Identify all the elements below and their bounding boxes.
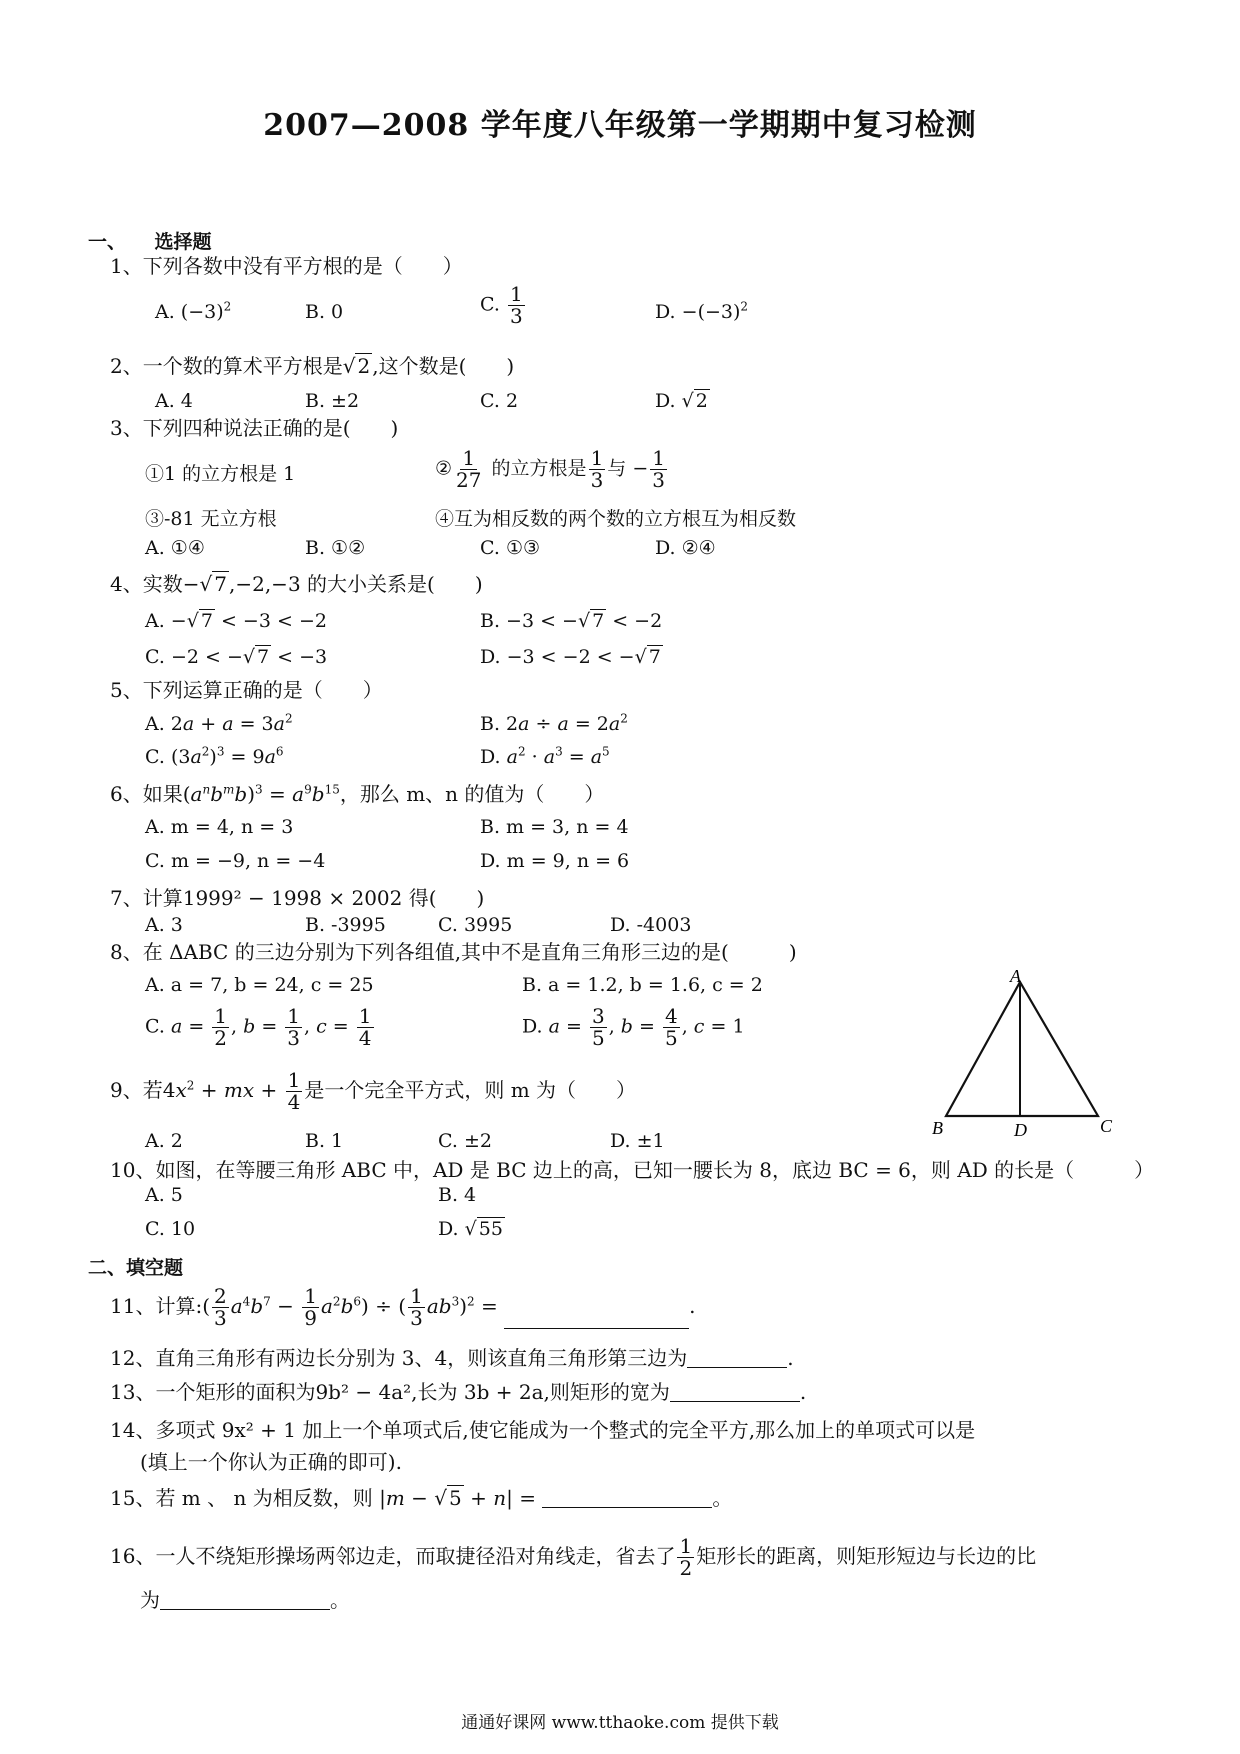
q2-option-a: A. 4 [155, 390, 193, 412]
question-4: 4、实数−√ 7 ,−2,−3 的大小关系是( ) [110, 572, 483, 596]
question-5: 5、下列运算正确的是（ ） [110, 678, 383, 702]
q10-option-b: B. 4 [438, 1184, 477, 1206]
q3-statement-4: ④互为相反数的两个数的立方根互为相反数 [435, 508, 797, 530]
q3-option-c: C. ①③ [480, 537, 541, 559]
q3-statement-3: ③-81 无立方根 [145, 508, 277, 530]
q8-option-d: D. a = $\frac{3}{5}$ , b = $\frac{4}{5}$ , c = 1 [522, 1004, 745, 1050]
q5-option-a: A. $2a + a = 3a^2$ [145, 711, 293, 735]
q6-option-d: D. m = 9, n = 6 [480, 850, 630, 872]
q3-option-a: A. ①④ [145, 537, 205, 559]
question-10: 10、如图，在等腰三角形 ABC 中，AD 是 BC 边上的高，已知一腰长为 8，底边 BC = 6，则 AD 的长是（ ） [110, 1158, 1155, 1182]
question-9: 9、若$4x^2$ + mx + $\frac{1}{4}$ 是一个完全平方式，则 m 为（ ） [110, 1068, 637, 1114]
question-3: 3、下列四种说法正确的是( ) [110, 416, 399, 440]
q1-option-a: A. $(-3)^2$ [155, 299, 232, 323]
q8-option-c: C. a = $\frac{1}{2}$ , b = $\frac{1}{3}$ , c = $\frac{1}{4}$ [145, 1004, 372, 1050]
q8-option-b: B. a = 1.2, b = 1.6, c = 2 [522, 974, 763, 996]
q7-option-a: A. 3 [145, 914, 183, 936]
section-fill-heading: 二、填空题 [88, 1257, 184, 1279]
q4-option-c: C. −2 < −√ 7 < −3 [145, 646, 328, 668]
q1-option-c: C. $\frac{1}{3}$ [480, 282, 523, 328]
q2-option-c: C. 2 [480, 390, 519, 412]
q2-option-d: D. √ 2 [655, 390, 708, 412]
q9-option-c: C. ±2 [438, 1130, 492, 1152]
question-14-line2: (填上一个你认为正确的即可). [140, 1450, 402, 1474]
q3-statement-2: ② $\frac{1}{27}$ 的立方根是 $\frac{1}{3}$ 与 − $\frac{1}{3}$ [435, 446, 665, 492]
question-11: 11、计算:( $\frac{2}{3}$ $a^4b^7$ − $\frac{1}{9}$ $a^2b^6$) ÷ ( $\frac{1}{3}$ $ab^3)^2$ = . [110, 1284, 696, 1330]
q10-option-a: A. 5 [145, 1184, 183, 1206]
question-8: 8、在 ΔABC 的三边分别为下列各组值,其中不是直角三角形三边的是( ) [110, 940, 797, 964]
question-16-line2: 为 。 [140, 1588, 350, 1612]
q1-option-b: B. 0 [305, 301, 344, 323]
label-a: A [1010, 968, 1021, 986]
question-2: 2、一个数的算术平方根是√ 2 ,这个数是( ) [110, 354, 515, 378]
question-12: 12、直角三角形有两边长分别为 3、4，则该直角三角形第三边为 . [110, 1346, 794, 1370]
q7-option-c: C. 3995 [438, 914, 513, 936]
q6-option-b: B. m = 3, n = 4 [480, 816, 629, 838]
q7-option-b: B. -3995 [305, 914, 386, 936]
q1-option-d: D. $-(-3)^2$ [655, 299, 749, 323]
q4-option-b: B. −3 < −√ 7 < −2 [480, 610, 663, 632]
q3-option-b: B. ①② [305, 537, 366, 559]
q5-option-b: B. $2a \div a = 2a^2$ [480, 711, 628, 735]
question-13: 13、一个矩形的面积为9b² − 4a²,长为 3b + 2a,则矩形的宽为 . [110, 1380, 807, 1404]
q9-option-b: B. 1 [305, 1130, 344, 1152]
question-15: 15、若 m 、 n 为相反数，则 |m − √ 5 + n| = 。 [110, 1486, 733, 1510]
question-6: 6、如果$(a^nb^mb)^3 = a^9b^{15}$，那么 m、n 的值为（ ） [110, 782, 605, 806]
q5-option-d: D. $a^2 \cdot a^3 = a^5$ [480, 744, 610, 768]
q10-option-d: D. √ 55 [438, 1218, 503, 1240]
label-d: D [1014, 1120, 1027, 1138]
q10-option-c: C. 10 [145, 1218, 196, 1240]
question-16-line1: 16、一人不绕矩形操场两邻边走，而取捷径沿对角线走，省去了 $\frac{1}{2}$ 矩形长的距离，则矩形短边与长边的比 [110, 1534, 1037, 1580]
page-title: 2007—2008 学年度八年级第一学期期中复习检测 [263, 108, 977, 143]
q6-option-a: A. m = 4, n = 3 [145, 816, 294, 838]
question-1: 1、下列各数中没有平方根的是（ ） [110, 254, 463, 278]
q3-option-d: D. ②④ [655, 537, 716, 559]
q6-option-c: C. m = −9, n = −4 [145, 850, 326, 872]
q9-option-d: D. ±1 [610, 1130, 665, 1152]
question-14-line1: 14、多项式 9x² + 1 加上一个单项式后,使它能成为一个整式的完全平方,那么加上的单项式可以是 [110, 1418, 976, 1442]
q2-option-b: B. ±2 [305, 390, 360, 412]
footer-source: 通通好课网 www.tthaoke.com 提供下载 [461, 1713, 779, 1733]
q4-option-d: D. −3 < −2 < −√ 7 [480, 646, 661, 668]
label-b: B [932, 1118, 943, 1138]
label-c: C [1100, 1116, 1113, 1136]
q5-option-c: C. $(3a^2)^3 = 9a^6$ [145, 744, 284, 768]
q7-option-d: D. -4003 [610, 914, 692, 936]
triangle-figure [930, 968, 1130, 1138]
q9-option-a: A. 2 [145, 1130, 183, 1152]
q3-statement-1: ①1 的立方根是 1 [145, 463, 296, 485]
q8-option-a: A. a = 7, b = 24, c = 25 [145, 974, 374, 996]
q4-option-a: A. −√ 7 < −3 < −2 [145, 610, 327, 632]
section-choice-heading: 一、 选择题 [88, 231, 212, 253]
question-7: 7、计算1999² − 1998 × 2002 得( ) [110, 886, 485, 910]
